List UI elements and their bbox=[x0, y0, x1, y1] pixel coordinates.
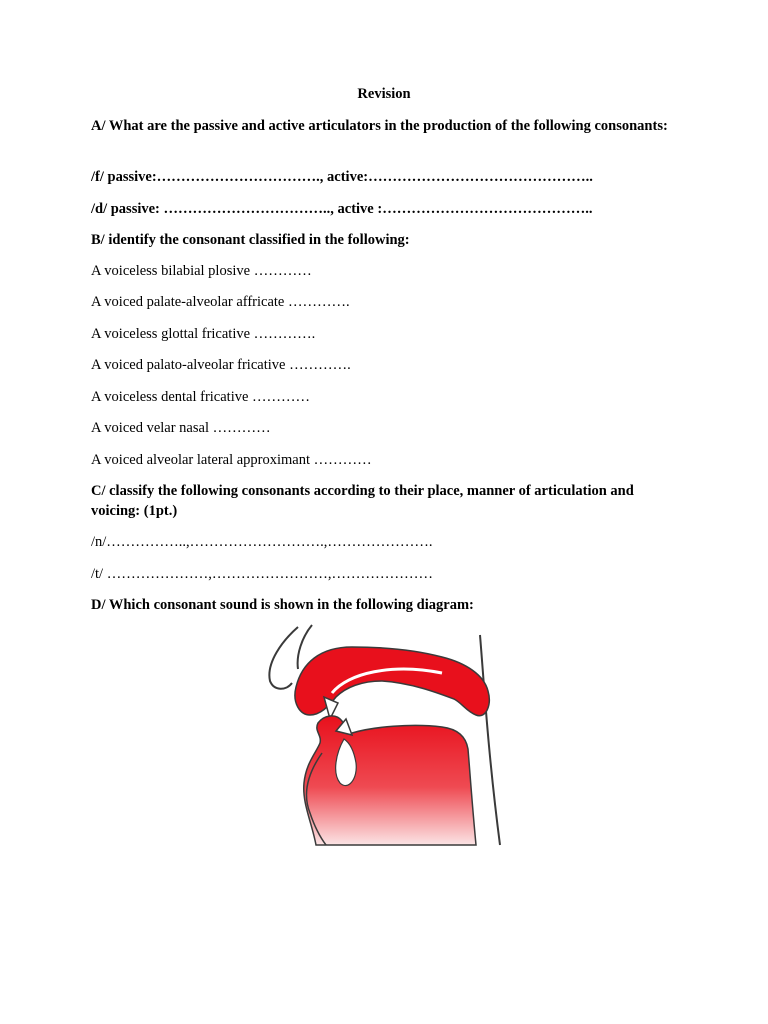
vocal-tract-diagram-icon bbox=[262, 623, 506, 849]
section-a-item-f: /f/ passive:……………………………., active:……………………………………….. bbox=[91, 169, 593, 185]
section-b-item: A voiceless bilabial plosive ………… bbox=[91, 263, 312, 279]
page-title: Revision bbox=[357, 86, 411, 102]
upper-lip-outline bbox=[269, 627, 298, 689]
tongue-shape bbox=[304, 716, 476, 845]
section-b-item: A voiceless dental fricative ………… bbox=[91, 389, 311, 405]
section-a-item-d: /d/ passive: …………………………….., active :…………………………………….. bbox=[91, 201, 593, 217]
section-b-item: A voiceless glottal fricative …………. bbox=[91, 326, 316, 342]
section-a-heading: A/ What are the passive and active articulators in the production of the following consonants: bbox=[91, 118, 668, 134]
pharynx-outline bbox=[480, 635, 500, 845]
section-d-heading: D/ Which consonant sound is shown in the following diagram: bbox=[91, 597, 474, 613]
section-b-heading: B/ identify the consonant classified in the following: bbox=[91, 232, 410, 248]
section-b-item: A voiced velar nasal ………… bbox=[91, 420, 271, 436]
section-b-item: A voiced alveolar lateral approximant ………… bbox=[91, 452, 372, 468]
section-c-item-n: /n/……………..,……………………….,…………………. bbox=[91, 534, 433, 550]
section-b-item: A voiced palate-alveolar affricate …………. bbox=[91, 294, 350, 310]
section-c-heading: C/ classify the following consonants according to their place, manner of articulation and voicing: (1pt.) bbox=[91, 483, 634, 519]
section-b-item: A voiced palato-alveolar fricative …………. bbox=[91, 357, 351, 373]
palate-shape bbox=[295, 647, 489, 716]
section-c-item-t: /t/ …………………,……………………,………………… bbox=[91, 566, 433, 582]
